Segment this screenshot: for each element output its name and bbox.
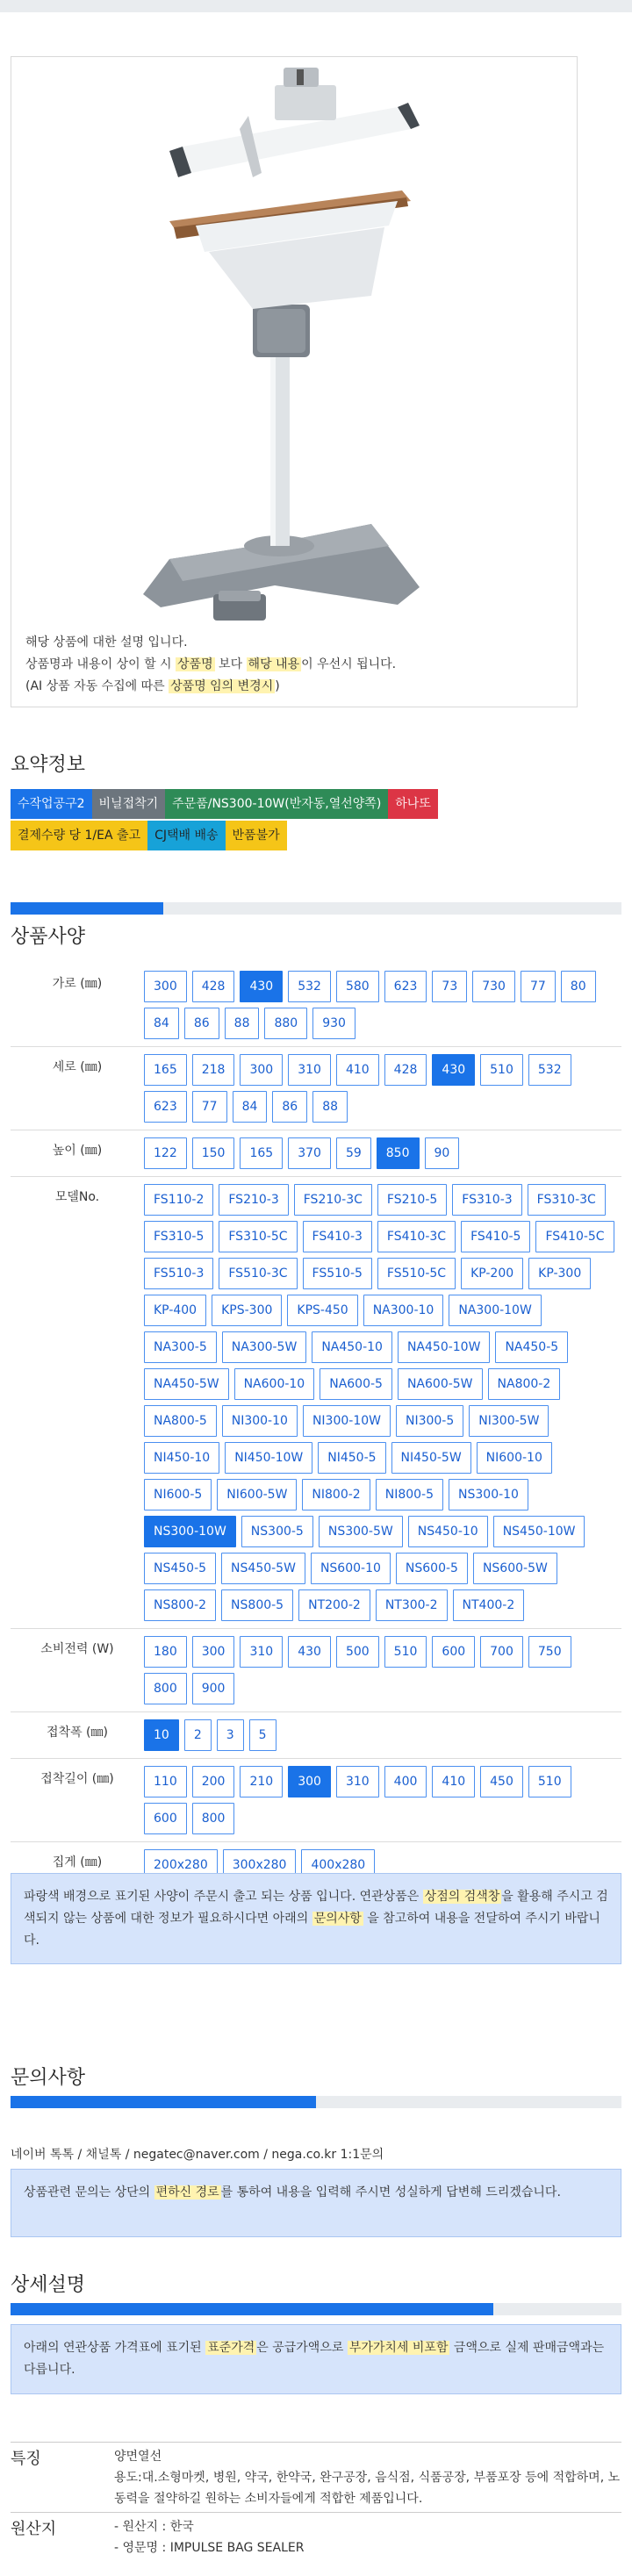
detail-notice <box>11 2324 621 2394</box>
spec-option-button[interactable]: 90 <box>425 1137 460 1169</box>
spec-option-button[interactable]: NA800-2 <box>488 1368 561 1400</box>
spec-option-button[interactable]: 450 <box>480 1766 523 1797</box>
spec-option-button[interactable]: FS410-3 <box>303 1221 372 1252</box>
product-desc-line1: 해당 상품에 대한 설명 입니다. <box>25 635 188 649</box>
summary-tag: 하나또 <box>388 789 438 819</box>
highlight-vat: 부가가치세 비포함 <box>348 2341 449 2355</box>
spec-option-button[interactable]: NT300-2 <box>376 1589 448 1621</box>
spec-option-button[interactable]: 300x280 <box>223 1849 297 1881</box>
spec-option-button[interactable]: NI600-5W <box>217 1479 297 1510</box>
spec-option-button[interactable]: NI300-5 <box>396 1405 463 1437</box>
spec-option-button[interactable]: 165 <box>144 1054 187 1086</box>
spec-option-button[interactable]: 880 <box>264 1008 307 1039</box>
spec-option-button[interactable]: FS410-3C <box>377 1221 456 1252</box>
contact-channels: 네이버 톡톡 / 채널톡 / negatec@naver.com / nega.co.kr 1:1문의 <box>11 2148 384 2162</box>
spec-option-button[interactable]: 510 <box>528 1766 571 1797</box>
spec-option-button[interactable]: 532 <box>288 971 331 1002</box>
spec-option-button[interactable]: 5 <box>249 1719 276 1751</box>
spec-label: 세로 (㎜) <box>52 1060 103 1074</box>
desc-text: 보다 <box>214 657 247 671</box>
spec-option-button[interactable]: 310 <box>240 1636 283 1668</box>
spec-option-button[interactable]: 850 <box>377 1137 420 1169</box>
product-image-card <box>11 56 578 707</box>
spec-option-button[interactable]: 410 <box>336 1054 379 1086</box>
spec-option-button[interactable]: 88 <box>225 1008 260 1039</box>
spec-option-button[interactable]: 59 <box>336 1137 371 1169</box>
spec-option-button[interactable]: 400 <box>384 1766 427 1797</box>
notice-text: 파랑색 배경으로 표기된 사양이 주문시 출고 되는 상품 입니다. 연관상품은 <box>24 1890 423 1904</box>
product-desc-line2 <box>25 654 568 676</box>
spec-option-button[interactable]: 410 <box>432 1766 475 1797</box>
spec-option-button[interactable]: 430 <box>288 1636 331 1668</box>
summary-tags-row1 <box>11 789 621 822</box>
spec-progress-bar <box>11 902 621 915</box>
spec-option-button[interactable]: KP-300 <box>528 1258 591 1289</box>
desc-text: (AI 상품 자동 수집에 따른 <box>25 679 169 693</box>
summary-tag: 수작업공구2 <box>11 789 92 819</box>
features-line1: 양면열선 <box>114 2450 162 2464</box>
spec-option-button[interactable]: 300 <box>288 1766 331 1797</box>
spec-option-button[interactable]: FS410-5C <box>535 1221 614 1252</box>
product-description <box>25 632 568 698</box>
spec-option-button[interactable]: NA600-10 <box>234 1368 315 1400</box>
spec-option-button[interactable]: 428 <box>384 1054 427 1086</box>
notice-text: 아래의 연관상품 가격표에 표기된 <box>24 2341 206 2355</box>
spec-option-button[interactable]: NA800-5 <box>144 1405 217 1437</box>
spec-row <box>11 964 621 1047</box>
product-image <box>108 68 459 629</box>
spec-option-button[interactable]: NT400-2 <box>453 1589 525 1621</box>
highlight-product-name: 상품명 <box>177 657 213 671</box>
spec-option-button[interactable]: 430 <box>432 1054 475 1086</box>
spec-option-button[interactable]: 10 <box>144 1719 179 1751</box>
spec-option-button[interactable]: NS300-5W <box>319 1516 403 1547</box>
highlight-standard-price: 표준가격 <box>207 2341 255 2355</box>
spec-option-button[interactable]: FS510-3 <box>144 1258 213 1289</box>
spec-option-button[interactable]: 623 <box>384 971 427 1002</box>
spec-option-button[interactable]: 500 <box>336 1636 379 1668</box>
spec-option-button[interactable]: NI300-10 <box>222 1405 298 1437</box>
spec-option-button[interactable]: 165 <box>240 1137 283 1169</box>
spec-option-button[interactable]: 310 <box>288 1054 331 1086</box>
spec-option-button[interactable]: 510 <box>384 1636 427 1668</box>
spec-option-button[interactable]: 3 <box>217 1719 244 1751</box>
spec-option-button[interactable]: FS510-5C <box>377 1258 456 1289</box>
spec-option-button[interactable]: 750 <box>528 1636 571 1668</box>
detail-progress-bar <box>11 2303 621 2315</box>
spec-option-button[interactable]: 428 <box>192 971 235 1002</box>
spec-options <box>144 1629 621 1711</box>
spec-options <box>144 1047 621 1130</box>
summary-tag: 주문품/NS300-10W(반자동,열선양쪽) <box>165 789 388 819</box>
notice-text: 을 활용해 주시고 검색되지 않는 상품에 대한 정보가 필요하시다면 아래의 <box>24 1890 608 1926</box>
spec-option-button[interactable]: 580 <box>336 971 379 1002</box>
notice-text: 를 통하여 내용을 입력해 주시면 성실하게 답변해 드리겠습니다. <box>220 2185 561 2199</box>
highlight-inquiry: 문의사항 <box>313 1912 362 1926</box>
notice-text: 을 참고하여 내용을 전달하여 주시기 바랍니다. <box>24 1912 600 1948</box>
spec-label: 가로 (㎜) <box>52 977 103 991</box>
spec-option-button[interactable]: NS450-10 <box>408 1516 488 1547</box>
spec-option-button[interactable]: 122 <box>144 1137 187 1169</box>
spec-option-button[interactable]: 700 <box>480 1636 523 1668</box>
spec-option-button[interactable]: NS600-5 <box>396 1553 468 1584</box>
spec-option-button[interactable]: 370 <box>288 1137 331 1169</box>
spec-table <box>11 964 621 1889</box>
spec-option-button[interactable]: NI300-10W <box>303 1405 391 1437</box>
spec-option-button[interactable]: NS600-5W <box>473 1553 557 1584</box>
spec-option-button[interactable]: NS300-10W <box>144 1516 236 1547</box>
spec-option-button[interactable]: 430 <box>240 971 283 1002</box>
spec-option-button[interactable]: 86 <box>272 1091 307 1123</box>
desc-text: ) <box>275 679 280 693</box>
spec-label: 높이 (㎜) <box>52 1144 103 1158</box>
spec-option-button[interactable]: 150 <box>192 1137 235 1169</box>
spec-option-button[interactable]: FS210-3 <box>219 1184 288 1216</box>
spec-option-button[interactable]: 110 <box>144 1766 187 1797</box>
spec-option-button[interactable]: NS800-2 <box>144 1589 216 1621</box>
spec-option-button[interactable]: NI800-2 <box>302 1479 370 1510</box>
spec-label: 소비전력 (W) <box>40 1642 114 1656</box>
spec-option-button[interactable]: 510 <box>480 1054 523 1086</box>
spec-option-button[interactable]: FS510-3C <box>219 1258 297 1289</box>
spec-label: 집게 (㎜) <box>52 1855 103 1869</box>
spec-option-button[interactable]: 77 <box>521 971 556 1002</box>
spec-option-button[interactable]: 800 <box>144 1673 187 1704</box>
highlight-search: 상점의 검색창 <box>424 1890 500 1904</box>
spec-option-button[interactable]: 532 <box>528 1054 571 1086</box>
spec-option-button[interactable]: 310 <box>336 1766 379 1797</box>
spec-progress-fill <box>11 902 163 915</box>
features-key: 특징 <box>11 2450 41 2468</box>
spec-option-button[interactable]: 77 <box>192 1091 227 1123</box>
spec-option-button[interactable]: FS310-3C <box>528 1184 606 1216</box>
spec-label: 모델No. <box>54 1190 100 1204</box>
spec-option-button[interactable]: NA450-5 <box>495 1331 568 1363</box>
spec-option-button[interactable]: FS210-3C <box>294 1184 372 1216</box>
detail-title: 상세설명 <box>11 2274 86 2296</box>
features-row <box>11 2442 621 2512</box>
spec-title: 상품사양 <box>11 926 86 948</box>
spec-option-button[interactable]: FS210-5 <box>377 1184 447 1216</box>
spec-row <box>11 1047 621 1130</box>
features-line2: 용도:대.소형마켓, 병원, 약국, 한약국, 완구공장, 음식점, 식품공장, 부품포장 등에 적합하며, 노동력을 절약하길 원하는 소비자들에게 적합한 제품입니다. <box>114 2471 621 2506</box>
spec-option-button[interactable]: FS310-3 <box>452 1184 521 1216</box>
spec-option-button[interactable]: NA300-5W <box>222 1331 307 1363</box>
spec-option-button[interactable]: 200x280 <box>144 1849 218 1881</box>
spec-option-button[interactable]: KPS-450 <box>287 1295 357 1326</box>
spec-option-button[interactable]: 730 <box>472 971 515 1002</box>
spec-options <box>144 1177 621 1628</box>
spec-option-button[interactable]: NI600-10 <box>477 1442 552 1474</box>
spec-option-button[interactable]: 84 <box>144 1008 179 1039</box>
spec-option-button[interactable]: NI300-5W <box>469 1405 549 1437</box>
spec-option-button[interactable]: NS450-10W <box>493 1516 585 1547</box>
spec-option-button[interactable]: NT200-2 <box>298 1589 370 1621</box>
spec-option-button[interactable]: 88 <box>312 1091 348 1123</box>
spec-option-button[interactable]: NA300-10 <box>363 1295 444 1326</box>
inquiry-progress-bar <box>11 2096 621 2108</box>
inquiry-progress-fill <box>11 2096 316 2108</box>
spec-option-button[interactable]: NS800-5 <box>221 1589 293 1621</box>
summary-tag: 반품불가 <box>226 821 287 850</box>
notice-text: 금액으로 실제 판매금액과는 다릅니다. <box>24 2341 605 2377</box>
spec-option-button[interactable]: FS310-5C <box>219 1221 297 1252</box>
spec-option-button[interactable]: NS450-5W <box>221 1553 305 1584</box>
spec-option-button[interactable]: 180 <box>144 1636 187 1668</box>
spec-option-button[interactable]: NS300-10 <box>449 1479 528 1510</box>
spec-option-button[interactable]: 623 <box>144 1091 187 1123</box>
spec-label: 접착길이 (㎜) <box>40 1772 114 1786</box>
spec-option-button[interactable]: NS600-10 <box>311 1553 391 1584</box>
spec-option-button[interactable]: NI450-10 <box>144 1442 219 1474</box>
spec-option-button[interactable]: FS510-5 <box>303 1258 372 1289</box>
spec-options <box>144 1130 621 1176</box>
spec-row <box>11 1130 621 1177</box>
spec-option-button[interactable]: NA450-10W <box>398 1331 490 1363</box>
spec-option-button[interactable]: NA300-5 <box>144 1331 217 1363</box>
summary-tag: 결제수량 당 1/EA 출고 <box>11 821 147 850</box>
spec-option-button[interactable]: NI800-5 <box>376 1479 443 1510</box>
spec-option-button[interactable]: FS110-2 <box>144 1184 213 1216</box>
summary-tags-row2 <box>11 821 621 853</box>
spec-option-button[interactable]: 600 <box>432 1636 475 1668</box>
spec-option-button[interactable]: NI450-5 <box>318 1442 385 1474</box>
spec-option-button[interactable]: NA300-10W <box>449 1295 541 1326</box>
spec-option-button[interactable]: FS410-5 <box>461 1221 530 1252</box>
spec-option-button[interactable]: 73 <box>432 971 467 1002</box>
origin-key: 원산지 <box>11 2520 57 2538</box>
spec-option-button[interactable]: 80 <box>561 971 596 1002</box>
spec-options <box>144 1712 621 1758</box>
spec-option-button[interactable]: KP-200 <box>461 1258 523 1289</box>
notice-text: 상품관련 문의는 상단의 <box>24 2185 154 2199</box>
top-progress-bar <box>0 0 632 12</box>
spec-options <box>144 1759 621 1841</box>
spec-option-button[interactable]: 900 <box>192 1673 235 1704</box>
product-desc-line3 <box>25 676 568 698</box>
spec-row <box>11 1712 621 1759</box>
desc-text: 상품명과 내용이 상이 할 시 <box>25 657 176 671</box>
highlight-content: 해당 내용 <box>248 657 300 671</box>
spec-option-button[interactable]: NA450-5W <box>144 1368 229 1400</box>
spec-options <box>144 964 621 1046</box>
summary-tag: CJ택배 배송 <box>147 821 225 850</box>
desc-text: 이 우선시 됩니다. <box>301 657 397 671</box>
spec-option-button[interactable]: 210 <box>240 1766 283 1797</box>
spec-option-button[interactable]: 2 <box>184 1719 212 1751</box>
origin-line1: - 원산지 : 한국 <box>114 2520 194 2534</box>
spec-option-button[interactable]: 800 <box>192 1803 235 1834</box>
spec-option-button[interactable]: NS300-5 <box>241 1516 313 1547</box>
inquiry-notice <box>11 2169 621 2237</box>
spec-label: 접착폭 (㎜) <box>47 1726 108 1740</box>
spec-option-button[interactable]: NA600-5 <box>320 1368 392 1400</box>
spec-option-button[interactable]: 218 <box>192 1054 235 1086</box>
spec-option-button[interactable]: 300 <box>240 1054 283 1086</box>
spec-row <box>11 1629 621 1712</box>
spec-option-button[interactable]: NA600-5W <box>398 1368 483 1400</box>
spec-option-button[interactable]: 600 <box>144 1803 187 1834</box>
spec-option-button[interactable]: NI600-5 <box>144 1479 212 1510</box>
features-value <box>114 2443 621 2512</box>
spec-notice <box>11 1873 621 1964</box>
spec-option-button[interactable]: NS450-5 <box>144 1553 216 1584</box>
spec-row <box>11 1177 621 1629</box>
spec-option-button[interactable]: 200 <box>192 1766 235 1797</box>
summary-tag: 비닐접착기 <box>92 789 166 819</box>
origin-row <box>11 2512 621 2576</box>
spec-option-button[interactable]: 86 <box>184 1008 219 1039</box>
origin-line2: - 영문명 : IMPULSE BAG SEALER <box>114 2541 305 2555</box>
origin-value <box>114 2513 621 2576</box>
spec-option-button[interactable]: NI450-5W <box>391 1442 471 1474</box>
spec-row <box>11 1759 621 1842</box>
spec-option-button[interactable]: 930 <box>312 1008 356 1039</box>
notice-text: 은 공급가액으로 <box>256 2341 348 2355</box>
highlight-route: 편하신 경로 <box>155 2185 219 2199</box>
inquiry-title: 문의사항 <box>11 2067 86 2089</box>
detail-progress-fill <box>11 2303 493 2315</box>
spec-option-button[interactable]: FS310-5 <box>144 1221 213 1252</box>
highlight-rename: 상품명 임의 변경시 <box>170 679 274 693</box>
spec-option-button[interactable]: 84 <box>233 1091 268 1123</box>
summary-title: 요약정보 <box>11 754 86 776</box>
spec-option-button[interactable]: 300 <box>144 971 187 1002</box>
spec-option-button[interactable]: NA450-10 <box>312 1331 392 1363</box>
spec-option-button[interactable]: KPS-300 <box>212 1295 282 1326</box>
spec-option-button[interactable]: NI450-10W <box>225 1442 312 1474</box>
spec-option-button[interactable]: 400x280 <box>301 1849 375 1881</box>
spec-option-button[interactable]: KP-400 <box>144 1295 206 1326</box>
spec-option-button[interactable]: 300 <box>192 1636 235 1668</box>
